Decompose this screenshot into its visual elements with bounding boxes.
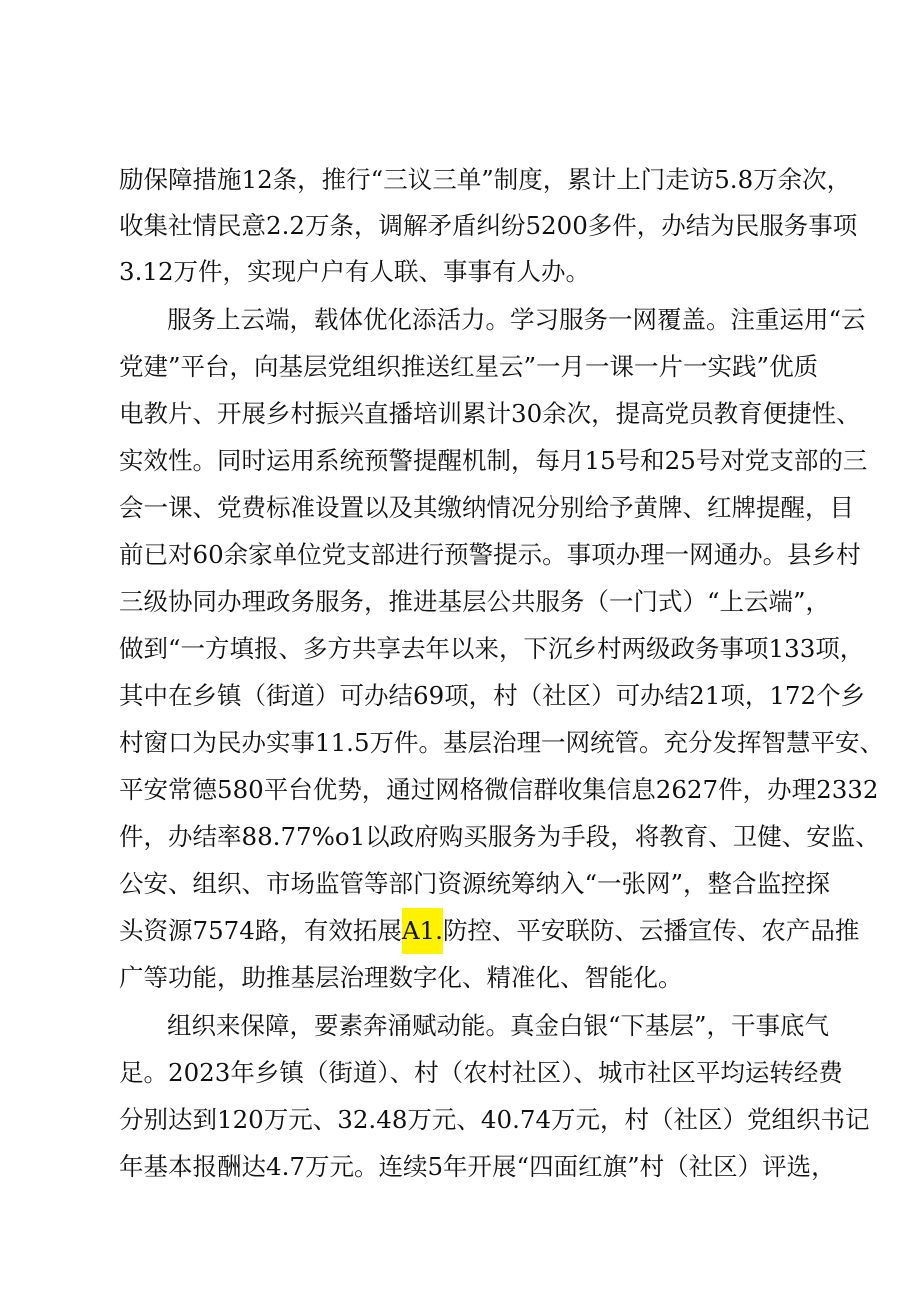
text-line-content: 电教片、开展乡村振兴直播培训累计30余次，提高党员教育便捷性、: [119, 399, 861, 428]
text-line-content: 组织来保障，要素奔涌赋动能。真金白银“下基层”，干事底气: [167, 1011, 830, 1040]
text-line-content: 年基本报酬达4.7万元。连续5年开展“四面红旗”村（社区）评选，: [119, 1152, 836, 1181]
text-line-content: 公安、组织、市场监管等部门资源统筹纳入“一张网”，整合监控探: [119, 869, 831, 898]
text-line-content: 三级协同办理政务服务，推进基层公共服务（一门式）“上云端”，: [119, 587, 831, 616]
text-line: [0, 1097, 920, 1143]
text-line-content: 广等功能，助推基层治理数字化、精准化、智能化。: [119, 963, 683, 992]
text-line: [0, 861, 920, 907]
text-line: [0, 1050, 920, 1096]
text-segment: 头资源7574路，有效拓展: [119, 916, 402, 945]
text-line: [0, 955, 920, 1001]
text-line-content: 平安常德580平台优势，通过网格微信群收集信息2627件，办理2332: [119, 775, 879, 804]
text-line: [0, 1003, 920, 1049]
text-line-content: 会一课、党费标准设置以及其缴纳情况分别给予黄牌、红牌提醒，目: [119, 493, 854, 522]
text-line-content: 做到“一方填报、多方共享去年以来，下沉乡村两级政务事项133项，: [119, 634, 865, 663]
text-line-content: 党建”平台，向基层党组织推送红星云”一月一课一片一实践”优质: [119, 352, 819, 381]
text-line-content: 服务上云端，载体优化添活力。学习服务一网覆盖。注重运用“云: [167, 305, 866, 334]
text-line: [0, 157, 920, 203]
text-line-content: 村窗口为民办实事11.5万件。基层治理一网统管。充分发挥智慧平安、: [119, 728, 885, 757]
text-line-content: 收集社情民意2.2万条，调解矛盾纠纷5200多件，办结为民服务事项: [119, 211, 858, 240]
text-line: [0, 438, 920, 484]
text-line: [0, 532, 920, 578]
text-line: [0, 767, 920, 813]
text-line-content: 前已对60余家单位党支部进行预警提示。事项办理一网通办。县乡村: [119, 540, 861, 569]
text-line: [0, 673, 920, 719]
text-line-content: 件，办结率88.77%o1以政府购买服务为手段，将教育、卫健、安监、: [119, 822, 880, 851]
text-line: [0, 814, 920, 860]
text-line: [0, 1144, 920, 1190]
text-segment: 防控、平安联防、云播宣传、农产品推: [442, 916, 860, 945]
highlighted-text: A1.: [402, 908, 443, 954]
text-line: [0, 626, 920, 672]
text-line-content: 足。2023年乡镇（街道）、村（农村社区）、城市社区平均运转经费: [119, 1058, 843, 1087]
text-line: [0, 344, 920, 390]
text-line: [0, 249, 920, 295]
text-line: [0, 297, 920, 343]
text-line: [0, 485, 920, 531]
text-line-content: 实效性。同时运用系统预警提醒机制，每月15号和25号对党支部的三: [119, 446, 868, 475]
text-line: [0, 391, 920, 437]
text-line-content: 励保障措施12条，推行“三议三单”制度，累计上门走访5.8万余次，: [119, 165, 852, 194]
text-line-content: 分别达到120万元、32.48万元、40.74万元，村（社区）党组织书记: [119, 1105, 870, 1134]
text-line-content: [119, 908, 859, 954]
text-line: [0, 579, 920, 625]
text-line-content: 3.12万件，实现户户有人联、事事有人办。: [119, 257, 591, 286]
text-line: [0, 203, 920, 249]
text-line-content: 其中在乡镇（街道）可办结69项，村（社区）可办结21项，172个乡: [119, 681, 866, 710]
text-line: [0, 908, 920, 954]
text-line: [0, 720, 920, 766]
